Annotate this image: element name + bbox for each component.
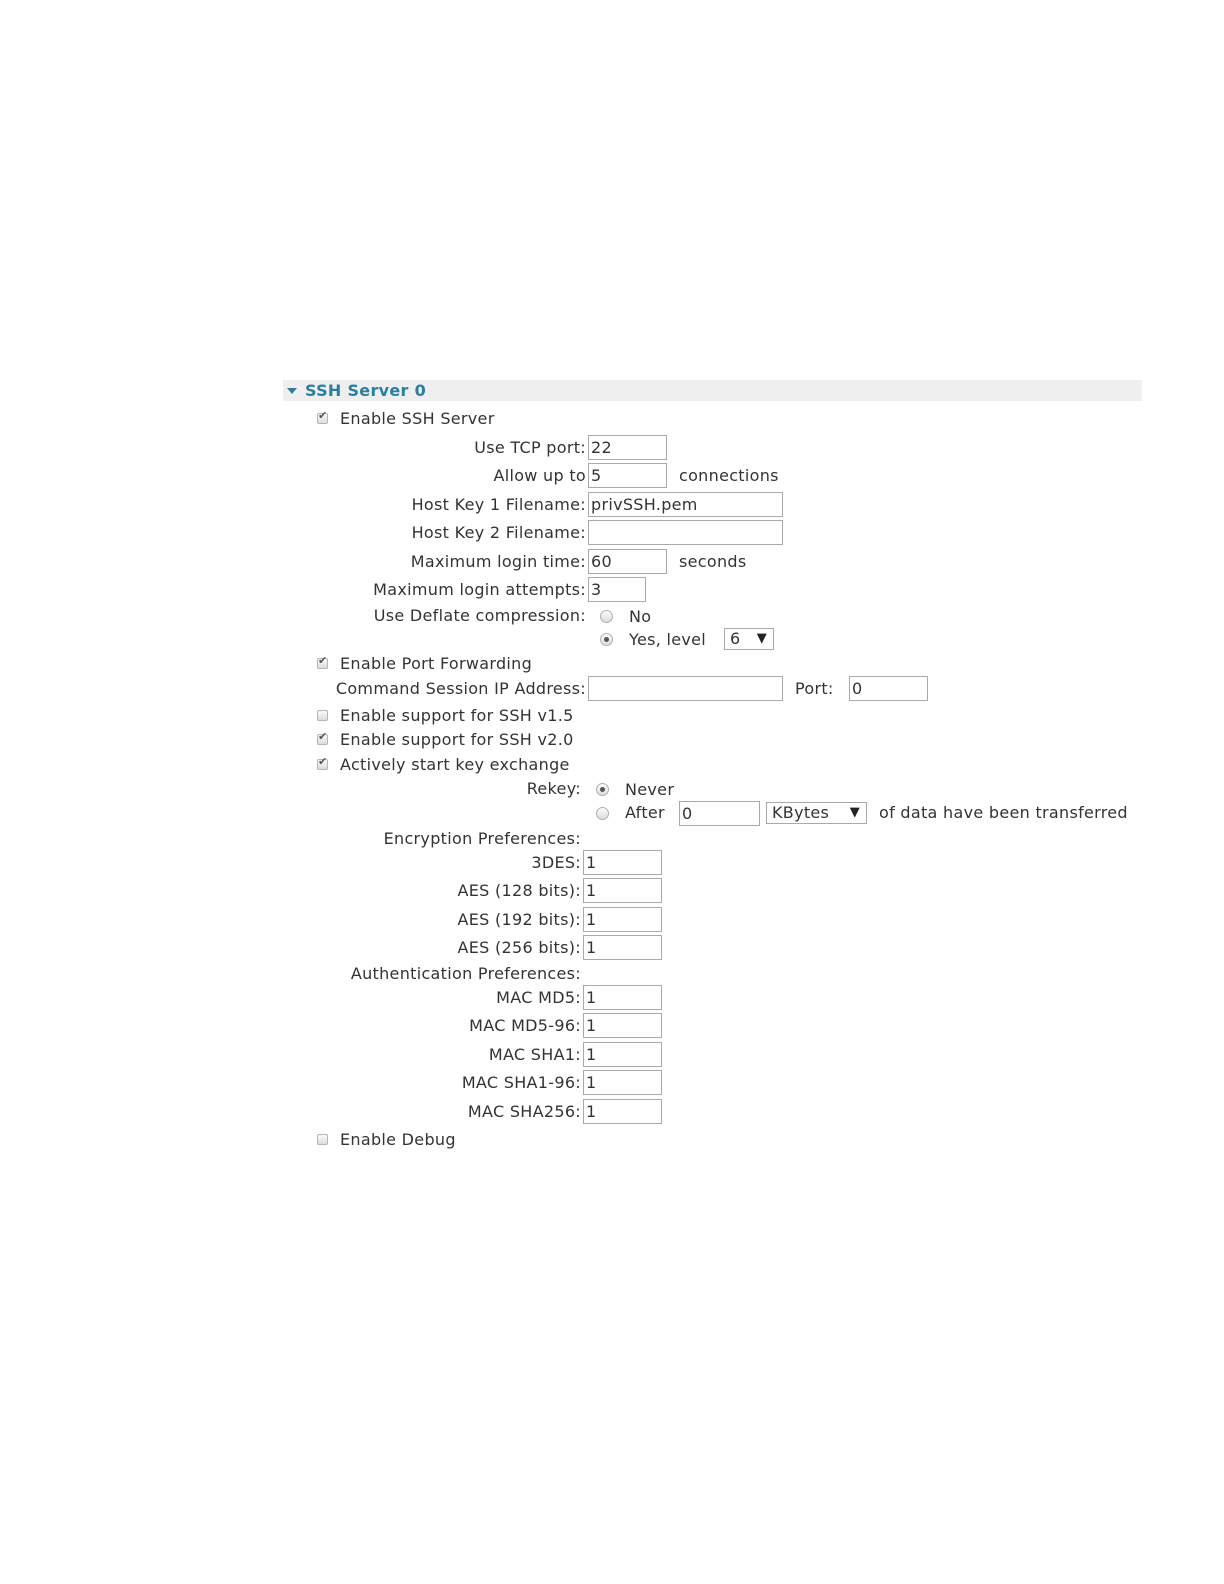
- host-key1-label: Host Key 1 Filename:: [411, 495, 586, 514]
- auth-sha256-input[interactable]: [583, 1099, 662, 1124]
- auth-sha1-input[interactable]: [583, 1042, 662, 1067]
- host-key2-input[interactable]: [588, 520, 783, 545]
- checkmark-icon: ✔: [318, 730, 328, 743]
- ssh-v15-label: Enable support for SSH v1.5: [340, 706, 574, 725]
- cmd-session-ip-label: Command Session IP Address:: [335, 679, 586, 698]
- ssh-v20-label: Enable support for SSH v2.0: [340, 730, 574, 749]
- enc-aes128-label: AES (128 bits):: [457, 881, 581, 900]
- section-title: SSH Server 0: [305, 381, 427, 400]
- seconds-suffix: seconds: [679, 552, 747, 571]
- deflate-label: Use Deflate compression:: [373, 606, 586, 625]
- rekey-after-label: After: [625, 803, 665, 822]
- allow-up-to-label: Allow up to: [493, 466, 586, 485]
- auth-sha1-96-input[interactable]: [583, 1070, 662, 1095]
- port-forwarding-label: Enable Port Forwarding: [340, 654, 533, 673]
- rekey-after-radio[interactable]: [596, 807, 609, 820]
- dropdown-arrow-icon: ▼: [756, 631, 767, 646]
- deflate-yes-label: Yes, level: [629, 630, 707, 649]
- auth-md5-input[interactable]: [583, 985, 662, 1010]
- auth-sha1-label: MAC SHA1:: [488, 1045, 581, 1064]
- deflate-yes-radio[interactable]: [600, 633, 613, 646]
- rekey-unit-select[interactable]: [766, 802, 867, 824]
- deflate-no-radio[interactable]: [600, 610, 613, 623]
- rekey-label: Rekey:: [526, 779, 581, 798]
- connections-suffix: connections: [679, 466, 779, 485]
- auth-md5-96-input[interactable]: [583, 1013, 662, 1038]
- enc-aes192-input[interactable]: [583, 907, 662, 932]
- cmd-session-port-label: Port:: [795, 679, 834, 698]
- cmd-session-ip-input[interactable]: [588, 676, 783, 701]
- auth-md5-label: MAC MD5:: [496, 988, 581, 1007]
- checkmark-icon: ✔: [318, 654, 328, 667]
- debug-label: Enable Debug: [340, 1130, 456, 1149]
- deflate-level-value: 6: [730, 629, 741, 648]
- radio-selected-dot: [600, 787, 605, 792]
- auth-sha1-96-label: MAC SHA1-96:: [461, 1073, 581, 1092]
- checkmark-icon: ✔: [318, 755, 328, 768]
- enc-3des-label: 3DES:: [531, 853, 581, 872]
- ssh-v20-checkbox[interactable]: [317, 730, 328, 745]
- rekey-never-label: Never: [625, 780, 675, 799]
- enable-ssh-label: Enable SSH Server: [340, 409, 495, 428]
- authentication-title: Authentication Preferences:: [350, 964, 581, 983]
- checkmark-icon: ✔: [318, 409, 328, 422]
- auth-sha256-label: MAC SHA256:: [467, 1102, 581, 1121]
- host-key1-input[interactable]: [588, 492, 783, 517]
- rekey-unit-value: KBytes: [772, 803, 830, 822]
- ssh-v15-checkbox[interactable]: [317, 710, 328, 721]
- radio-selected-dot: [604, 637, 609, 642]
- enc-aes128-input[interactable]: [583, 878, 662, 903]
- key-exchange-checkbox[interactable]: [317, 755, 328, 770]
- auth-md5-96-label: MAC MD5-96:: [469, 1016, 581, 1035]
- max-login-time-input[interactable]: [588, 549, 667, 574]
- enc-aes256-input[interactable]: [583, 935, 662, 960]
- debug-checkbox[interactable]: [317, 1134, 328, 1145]
- dropdown-arrow-icon: ▼: [849, 805, 860, 820]
- port-forwarding-checkbox[interactable]: [317, 654, 328, 669]
- enc-aes256-label: AES (256 bits):: [457, 938, 581, 957]
- tcp-port-label: Use TCP port:: [474, 438, 586, 457]
- section-header[interactable]: [283, 380, 1142, 401]
- rekey-after-input[interactable]: [679, 801, 760, 826]
- max-login-attempts-input[interactable]: [588, 577, 646, 602]
- deflate-no-label: No: [629, 607, 652, 626]
- max-login-time-label: Maximum login time:: [410, 552, 586, 571]
- enable-ssh-checkbox[interactable]: [317, 409, 328, 424]
- rekey-suffix: of data have been transferred: [879, 803, 1128, 822]
- enc-aes192-label: AES (192 bits):: [457, 910, 581, 929]
- key-exchange-label: Actively start key exchange: [340, 755, 570, 774]
- host-key2-label: Host Key 2 Filename:: [411, 523, 586, 542]
- rekey-never-radio[interactable]: [596, 783, 609, 796]
- enc-3des-input[interactable]: [583, 850, 662, 875]
- connections-input[interactable]: [588, 463, 667, 488]
- tcp-port-input[interactable]: [588, 435, 667, 460]
- max-login-attempts-label: Maximum login attempts:: [373, 580, 586, 599]
- cmd-session-port-input[interactable]: [849, 676, 928, 701]
- encryption-title: Encryption Preferences:: [383, 829, 581, 848]
- deflate-level-select[interactable]: [724, 628, 774, 650]
- collapse-triangle-icon[interactable]: [287, 388, 297, 394]
